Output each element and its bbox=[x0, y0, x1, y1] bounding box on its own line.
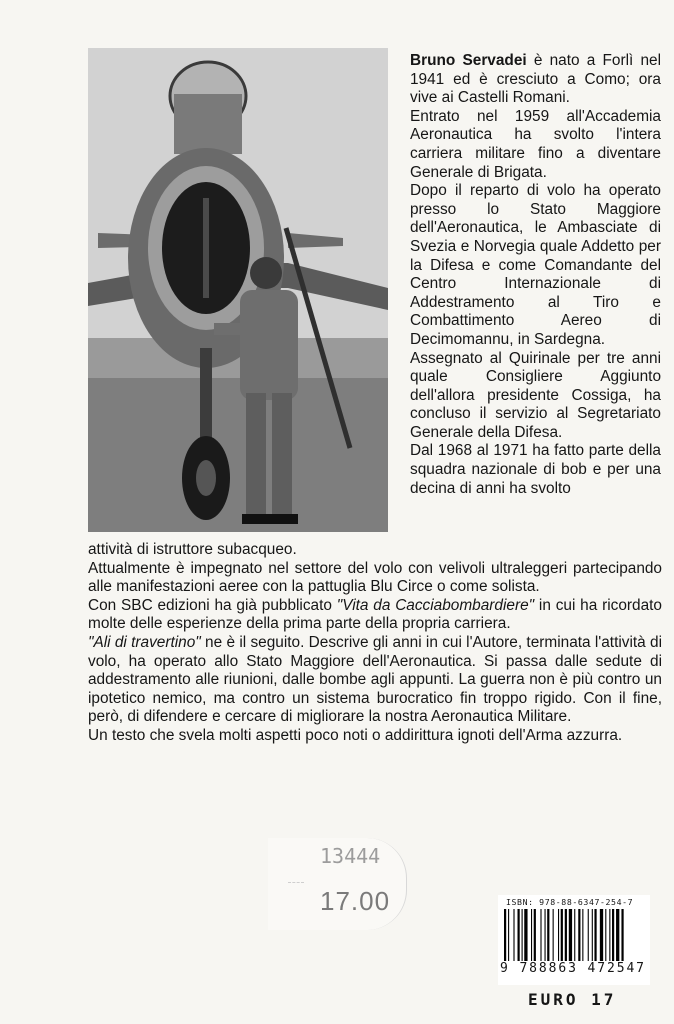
barcode-bar bbox=[534, 909, 536, 961]
barcode-bar bbox=[513, 909, 514, 961]
barcode-bar bbox=[524, 909, 527, 961]
sticker-price: 17.00 bbox=[320, 886, 391, 916]
barcode-bar bbox=[612, 909, 614, 961]
barcode-bar bbox=[531, 909, 532, 961]
barcode-digits: 9 788863 472547 bbox=[500, 961, 646, 976]
barcode-bar bbox=[616, 909, 619, 961]
bio-quirinale: Assegnato al Quirinale per tre anni quale Consigliere Aggiunto dell'allora presidente Cossiga, ha concluso il servizio al Segretariato Generale della Difesa. bbox=[410, 349, 661, 441]
bio-bob: Dal 1968 al 1971 ha fatto parte della squadra nazionale di bob e per una decina di anni ha svolto bbox=[410, 442, 661, 497]
barcode-bar bbox=[518, 909, 520, 961]
bio-postings: Dopo il reparto di volo ha operato presso lo Stato Maggiore dell'Aeronautica, le Ambasciate di Svezia e Norvegia quale Addetto per la Difesa e come Comandante del Centro Internazionale di Addestramento al Tiro e Combattimento Aereo di Decimomannu, in Sardegna. bbox=[410, 182, 661, 348]
barcode-bar bbox=[594, 909, 596, 961]
barcode-bar bbox=[592, 909, 593, 961]
sticker-divider bbox=[288, 882, 304, 883]
barcode-bar bbox=[578, 909, 580, 961]
barcode-bar bbox=[588, 909, 589, 961]
price-label: EURO 17 bbox=[528, 990, 617, 1009]
barcode-bar bbox=[522, 909, 523, 961]
jet-and-pilot-illustration bbox=[88, 48, 388, 532]
barcode-bar bbox=[565, 909, 567, 961]
author-bio-column bbox=[410, 52, 661, 498]
inventory-number: 13444 bbox=[320, 844, 381, 868]
book-summary: "Ali di travertino" ne è il seguito. Descrive gli anni in cui l'Autore, terminata l'attività di volo, ha operato allo Stato Maggiore dell'Aeronautica. Si passa dalle sedute di addestramento alle riunioni, dalle bombe agli appunti. La guerra non è più contro un ipotetico nemico, ma contro un sistema burocratico fin troppo rigido. Con il fine, però, di difendere e cercare di migliorare la nostra Aeronautica Militare. bbox=[88, 633, 662, 726]
barcode-bar bbox=[553, 909, 554, 961]
book-title: "Ali di travertino" bbox=[88, 633, 201, 651]
author-name: Bruno Servadei bbox=[410, 52, 527, 69]
price-sticker bbox=[268, 838, 407, 930]
author-photo bbox=[88, 48, 388, 532]
barcode-bar bbox=[569, 909, 572, 961]
previous-book-title: "Vita da Cacciabombardiere" bbox=[336, 596, 535, 614]
barcode-bar bbox=[558, 909, 559, 961]
barcode-bar bbox=[574, 909, 575, 961]
barcode-bar bbox=[621, 909, 623, 961]
book-description bbox=[88, 541, 662, 746]
barcode-bar bbox=[600, 909, 603, 961]
previous-book: Con SBC edizioni ha già pubblicato "Vita da Cacciabombardiere" in cui ha ricordato molte delle esperienze della prima parte della propria carriera. bbox=[88, 596, 662, 633]
barcode-bar bbox=[547, 909, 549, 961]
book-closing: Un testo che svela molti aspetti poco noti o addirittura ignoti dell'Arma azzurra. bbox=[88, 726, 623, 744]
bio-current: Attualmente è impegnato nel settore del volo con velivoli ultraleggeri partecipando alle manifestazioni aeree con la pattuglia Blu Circe o come solista. bbox=[88, 559, 662, 596]
barcode-bar bbox=[561, 909, 563, 961]
bio-bob-continued: attività di istruttore subacqueo. bbox=[88, 541, 297, 558]
barcode-bar bbox=[582, 909, 583, 961]
barcode-bar bbox=[605, 909, 606, 961]
barcode bbox=[498, 895, 650, 985]
barcode-bar bbox=[545, 909, 546, 961]
barcode-bar bbox=[508, 909, 509, 961]
barcode-bars bbox=[502, 909, 646, 965]
bio-career: Entrato nel 1959 all'Accademia Aeronautica ha svolto l'intera carriera militare fino a diventare Generale di Brigata. bbox=[410, 107, 661, 181]
isbn-label: ISBN: 978-88-6347-254-7 bbox=[506, 897, 634, 907]
barcode-bar bbox=[609, 909, 610, 961]
barcode-bar bbox=[504, 909, 506, 961]
barcode-bar bbox=[540, 909, 541, 961]
bio-intro: Bruno Servadei è nato a Forlì nel 1941 ed è cresciuto a Como; ora vive ai Castelli Romani. bbox=[410, 52, 661, 107]
